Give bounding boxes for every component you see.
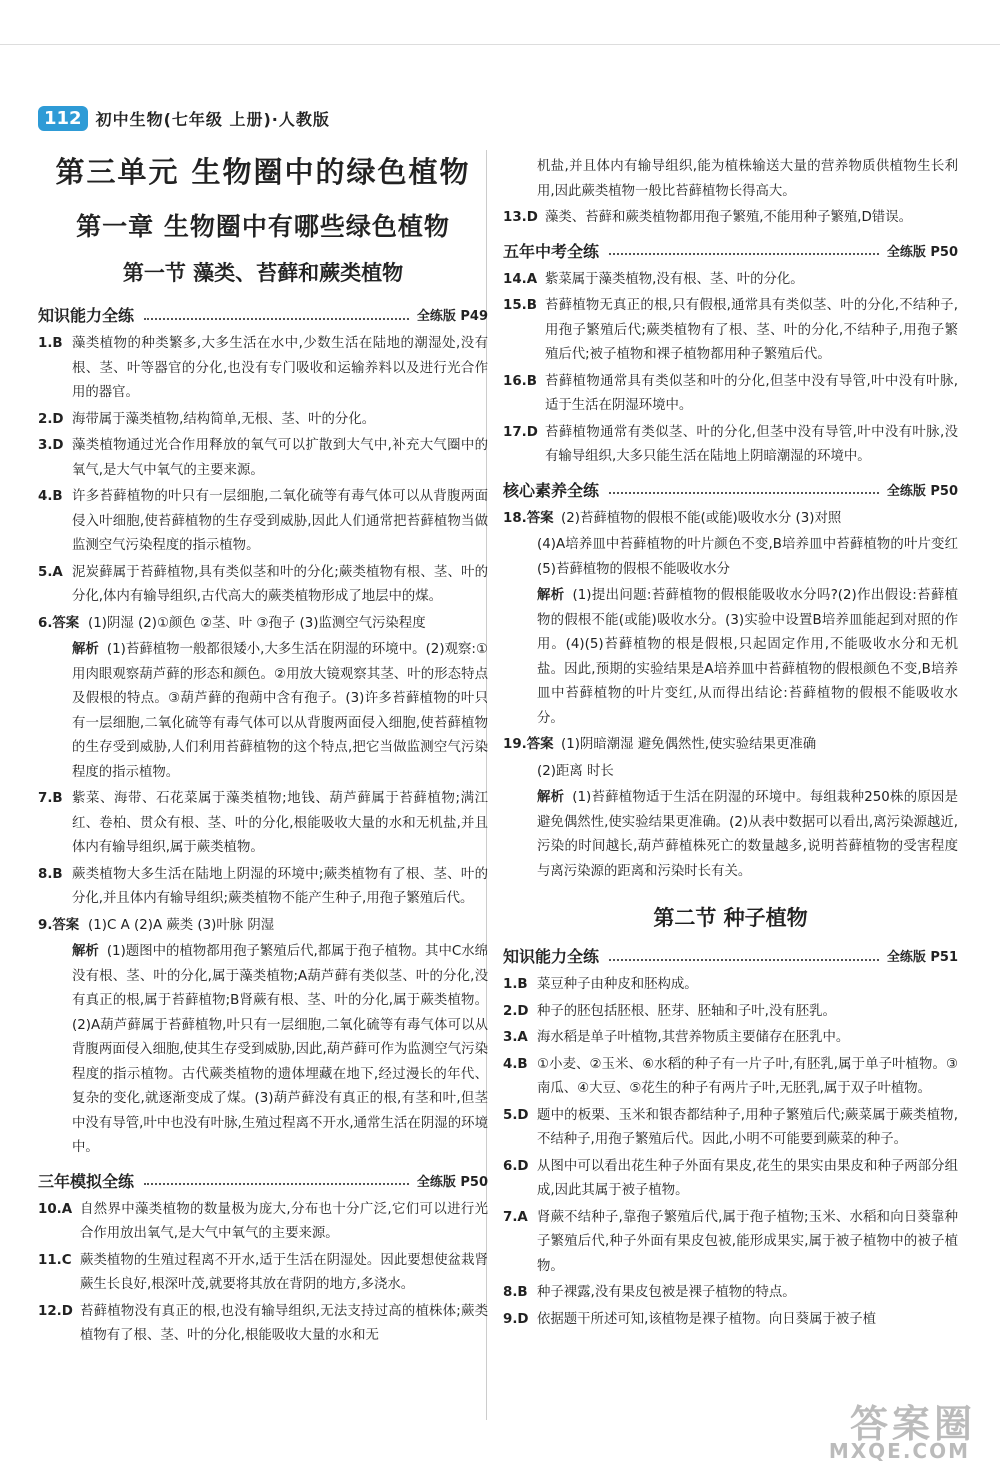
answer-text: (1)阴暗潮湿 避免偶然性,使实验结果更准确: [561, 737, 817, 752]
answer-item: [503, 1308, 958, 1333]
section-bar: [503, 944, 958, 967]
answer-number: 4.B: [503, 1056, 528, 1072]
analysis-text: (1)苔藓植物适于生活在阴湿的环境中。每组栽种250株的原因是避免偶然性,使实验结果更准确。(2)从表中数据可以看出,离污染源越近,污染的时间越长,葫芦藓植株死亡的数量越多,说明苔藓植物的受害程度与离污染源的距离和污染时长有关。: [537, 790, 958, 879]
answer-number: 2.D: [503, 1003, 529, 1019]
section-bar: [38, 303, 488, 326]
answer-text: 紫菜属于藻类植物,没有根、茎、叶的分化。: [545, 271, 804, 287]
section-bar-name: 知识能力全练: [38, 306, 135, 325]
answer-item: [503, 1281, 958, 1306]
answer-number: 10.A: [38, 1201, 73, 1217]
answer-item: [38, 561, 488, 610]
analysis: [72, 638, 488, 785]
section-bar-name: 核心素养全练: [503, 480, 600, 500]
answer-sub: (4)A培养皿中苔藓植物的叶片颜色不变,B培养皿中苔藓植物的叶片变红 (5)苔藓植物的假根不能吸收水分: [537, 537, 958, 577]
answer-number: 3.D: [38, 438, 64, 453]
answer-number: 18.答案: [503, 510, 554, 526]
answer-number: 9.D: [503, 1311, 529, 1327]
answer-item: [503, 370, 958, 419]
answer-item: [503, 1053, 958, 1102]
answer-text: 从图中可以看出花生种子外面有果皮,花生的果实由果皮和种子两部分组成,因此其属于被子植物。: [537, 1158, 958, 1198]
section-bar-ref: 全练版 P51: [886, 950, 958, 965]
book-title: 初中生物(七年级 上册)·人教版: [95, 109, 330, 129]
answer-text: 许多苔藓植物的叶只有一层细胞,二氧化硫等有毒气体可以从背腹两面侵入叶细胞,使苔藓植物的生存受到威胁,因此人们通常把苔藓植物当做监测空气污染程度的指示植物。: [72, 489, 488, 553]
answer-number: 2.D: [38, 411, 64, 427]
answer-text: 苔藓植物通常具有类似茎和叶的分化,但茎中没有导管,叶中没有叶脉,适于生活在阴湿环境中。: [545, 373, 958, 413]
answer-number: 15.B: [503, 298, 537, 313]
dotted-leader: [609, 245, 879, 255]
answer-text: 蕨类植物大多生活在陆地上阴湿的环境中;蕨类植物有了根、茎、叶的分化,并且体内有输导组织;蕨类植物不能产生种子,用孢子繁殖后代。: [72, 866, 488, 906]
answer-item: [38, 408, 488, 433]
answer-number: 19.答案: [503, 737, 554, 752]
answer-item: [503, 507, 958, 532]
answer-number: 16.B: [503, 373, 537, 389]
answer-number: 6.答案: [38, 615, 80, 631]
answer-number: 7.A: [503, 1209, 528, 1225]
answer-text: 海水稻是单子叶植物,其营养物质主要储存在胚乳中。: [537, 1030, 850, 1045]
analysis-label: 解析: [537, 790, 565, 805]
analysis-text: (1)题图中的植物都用孢子繁殖后代,都属于孢子植物。其中C水绵没有根、茎、叶的分化,属于藻类植物;A葫芦藓有类似茎、叶的分化,没有真正的根,属于苔藓植物;B肾蕨有根、茎、叶的分化,属于蕨类植物。(2)A葫芦藓属于苔藓植物,叶只有一层细胞,二氧化硫等有毒气体可以从背腹两面侵入细胞,使其生存受到威胁,因此,葫芦藓可作为监测空气污染程度的指示植物。古代蕨类植物的遗体埋藏在地下,经过漫长的年代、复杂的变化,就逐渐变成了煤。(3)葫芦藓没有真正的根,有茎和叶,但茎中没有导管,叶中也没有叶脉,生殖过程离不开水,通常生活在阴湿的环境中。: [72, 944, 489, 1155]
answer-item: [503, 1155, 958, 1204]
page-number: 112: [38, 106, 88, 131]
answer-item: [38, 914, 488, 939]
answer-text: 题中的板栗、玉米和银杏都结种子,用种子繁殖后代;蕨菜属于蕨类植物,不结种子,用孢子繁殖后代。因此,小明不可能要到蕨菜的种子。: [537, 1107, 958, 1147]
answer-text: 依据题干所述可知,该植物是裸子植物。向日葵属于被子植: [537, 1311, 877, 1327]
analysis-label: 解析: [537, 588, 565, 603]
answer-text: 苔藓植物无真正的根,只有假根,通常具有类似茎、叶的分化,不结种子,用孢子繁殖后代;蕨类植物有了根、茎、叶的分化,不结种子,用孢子繁殖后代;被子植物和裸子植物都用种子繁殖后代。: [545, 298, 958, 362]
answer-number: 11.C: [38, 1252, 72, 1268]
answer-item: [38, 332, 488, 406]
answer-number: 1.B: [38, 336, 63, 351]
answer-text: 种子裸露,没有果皮包被是裸子植物的特点。: [537, 1285, 796, 1300]
dotted-leader: [144, 1175, 409, 1185]
answer-text: 苔藓植物没有真正的根,也没有输导组织,无法支持过高的植株体;蕨类植物有了根、茎、叶的分化,根能吸收大量的水和无: [80, 1303, 488, 1343]
answer-number: 5.D: [503, 1107, 529, 1123]
answer-text: 蕨类植物的生殖过程离不开水,适于生活在阴湿处。因此要想使盆栽肾蕨生长良好,根深叶茂,就要将其放在背阴的地方,多浇水。: [80, 1252, 488, 1292]
answer-text: 藻类植物的种类繁多,大多生活在水中,少数生活在陆地的潮湿处,没有根、茎、叶等器官的分化,也没有专门吸收和运输养料以及进行光合作用的器官。: [72, 336, 488, 400]
answer-number: 5.A: [38, 564, 63, 580]
dotted-leader: [144, 310, 409, 320]
answer-text: 肾蕨不结种子,靠孢子繁殖后代,属于孢子植物;玉米、水稻和向日葵靠种子繁殖后代,种子外面有果皮包被,能形成果实,属于被子植物中的被子植物。: [537, 1209, 958, 1274]
section-bar-name: 知识能力全练: [503, 947, 600, 966]
answer-number: 14.A: [503, 271, 538, 287]
section-title: 第一节 藻类、苔藓和蕨类植物: [122, 261, 404, 285]
answer-text: 泥炭藓属于苔藓植物,具有类似茎和叶的分化;蕨类植物有根、茎、叶的分化,体内有输导组织,古代高大的蕨类植物形成了地层中的煤。: [72, 564, 488, 604]
answer-number: 9.答案: [38, 917, 80, 933]
chapter-title: 第一章 生物圈中有哪些绿色植物: [76, 212, 450, 241]
answer-item: [503, 973, 958, 998]
section-bar-name: 三年模拟全练: [38, 1171, 135, 1191]
section-bar: [38, 1169, 488, 1192]
answer-continuation: 机盐,并且体内有输导组织,能为植株输送大量的营养物质供植物生长利用,因此蕨类植物一般比苔藓植物长得高大。: [537, 159, 958, 199]
top-rule: [0, 44, 1000, 45]
answer-number: 8.B: [503, 1285, 528, 1300]
section-bar-name: 五年中考全练: [503, 241, 600, 261]
section-bar: [503, 239, 958, 262]
analysis-label: 解析: [72, 642, 99, 657]
section-bar-ref: 全练版 P50: [886, 483, 958, 499]
answer-number: 13.D: [503, 210, 538, 225]
answer-item: [38, 1300, 488, 1349]
answer-text: 紫菜、海带、石花菜属于藻类植物;地钱、葫芦藓属于苔藓植物;满江红、卷柏、贯众有根、茎、叶的分化,根能吸收大量的水和无机盐,并且体内有输导组织,属于蕨类植物。: [72, 791, 488, 855]
section-bar-ref: 全练版 P49: [416, 309, 488, 324]
answer-item: [503, 294, 958, 368]
analysis-text: (1)提出问题:苔藓植物的假根能吸收水分吗?(2)作出假设:苔藓植物的假根不能(或能)吸收水分。(3)实验中设置B培养皿能起到对照的作用。(4)(5)苔藓植物的根是假根,只起固定作用,不能吸收水分和无机盐。因此,预期的实验结果是A培养皿中苔藓植物的假根颜色不变,B培养皿中苔藓植物的叶片变红,从而得出结论:苔藓植物的假根不能吸收水分。: [537, 588, 958, 726]
watermark-logo: [786, 1393, 976, 1463]
section-bar: [503, 478, 958, 501]
watermark-url: MXQE.COM: [828, 1439, 970, 1463]
answer-text: 自然界中藻类植物的数量极为庞大,分布也十分广泛,它们可以进行光合作用放出氧气,是大气中氧气的主要来源。: [80, 1201, 488, 1241]
answer-item: [38, 485, 488, 559]
answer-number: 6.D: [503, 1158, 529, 1174]
answer-item: [503, 1000, 958, 1025]
analysis: [72, 940, 488, 1161]
answer-text: 苔藓植物通常有类似茎、叶的分化,但茎中没有导管,叶中没有叶脉,没有输导组织,大多只能生活在陆地上阴暗潮湿的环境中。: [545, 424, 958, 464]
section-bar-ref: 全练版 P50: [886, 244, 958, 260]
answer-item: [503, 421, 958, 470]
answer-item: [38, 1198, 488, 1247]
answer-item: [38, 787, 488, 861]
answer-item: [503, 733, 958, 758]
answer-item: [38, 863, 488, 912]
answer-item: [503, 1206, 958, 1280]
answer-text: 种子的胚包括胚根、胚芽、胚轴和子叶,没有胚乳。: [537, 1003, 836, 1019]
answer-text: (1)阴湿 (2)①颜色 ②茎、叶 ③孢子 (3)监测空气污染程度: [88, 615, 426, 631]
analysis-text: (1)苔藓植物一般都很矮小,大多生活在阴湿的环境中。(2)观察:①用肉眼观察葫芦藓的形态和颜色。②用放大镜观察其茎、叶的形态特点及假根的特点。③葫芦藓的孢蒴中含有孢子。(3)许多苔藓植物的叶只有一层细胞,二氧化硫等有毒气体可以从背腹两面侵入细胞,使苔藓植物的生存受到威胁,人们利用苔藓植物的这个特点,把它当做监测空气污染程度的指示植物。: [72, 642, 488, 780]
answer-number: 8.B: [38, 866, 63, 882]
answer-item: [503, 1026, 958, 1051]
answer-text: (2)苔藓植物的假根不能(或能)吸收水分 (3)对照: [561, 510, 842, 526]
answer-item: [503, 1104, 958, 1153]
dotted-leader: [609, 951, 879, 961]
analysis: [537, 584, 958, 731]
answer-number: 7.B: [38, 791, 63, 806]
answer-text: (1)C A (2)A 蕨类 (3)叶脉 阴湿: [88, 917, 275, 933]
answer-number: 17.D: [503, 424, 538, 440]
answer-number: 4.B: [38, 489, 63, 504]
answer-text: ①小麦、②玉米、⑥水稻的种子有一片子叶,有胚乳,属于单子叶植物。③南瓜、④大豆、⑤花生的种子有两片子叶,无胚乳,属于双子叶植物。: [537, 1056, 958, 1096]
answer-sub: (2)距离 时长: [537, 763, 614, 779]
answer-text: 菜豆种子由种皮和胚构成。: [537, 977, 698, 992]
answer-number: 1.B: [503, 977, 528, 992]
analysis-label: 解析: [72, 944, 99, 959]
dotted-leader: [609, 484, 879, 494]
right-column: [503, 155, 958, 1334]
answer-item: [503, 206, 958, 231]
answer-number: 12.D: [38, 1303, 73, 1319]
answer-item: [38, 1249, 488, 1298]
section-bar-ref: 全练版 P50: [416, 1174, 488, 1190]
section-title: 第二节 种子植物: [653, 906, 808, 930]
left-column: [38, 150, 488, 1351]
answer-text: 藻类植物通过光合作用释放的氧气可以扩散到大气中,补充大气圈中的氧气,是大气中氧气的主要来源。: [72, 438, 488, 478]
analysis: [537, 786, 958, 884]
answer-text: 藻类、苔藓和蕨类植物都用孢子繁殖,不能用种子繁殖,D错误。: [545, 210, 912, 225]
page-header: [38, 104, 330, 132]
answer-item: [503, 268, 958, 293]
answer-text: 海带属于藻类植物,结构简单,无根、茎、叶的分化。: [72, 411, 376, 427]
answer-item: [38, 434, 488, 483]
answer-number: 3.A: [503, 1030, 528, 1045]
unit-title: 第三单元 生物圈中的绿色植物: [55, 155, 471, 189]
answer-item: [38, 612, 488, 637]
watermark-text: 答案圈: [849, 1402, 976, 1446]
